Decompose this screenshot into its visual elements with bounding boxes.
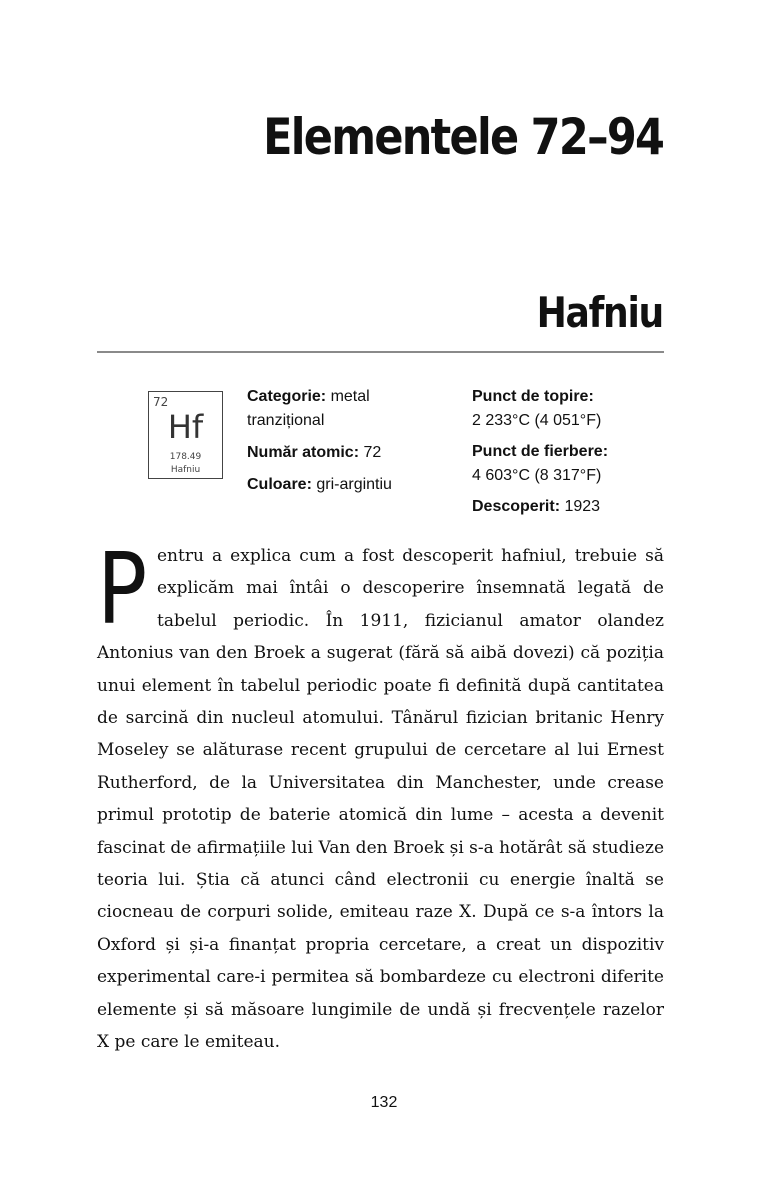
- tile-atomic-number: 72: [153, 395, 169, 409]
- fact-value: gri-argintiu: [316, 476, 392, 493]
- tile-symbol: Hf: [167, 408, 204, 446]
- fact-melting-point: [472, 385, 667, 433]
- fact-atomic-number: [247, 441, 447, 465]
- tile-element-name: Hafniu: [170, 465, 201, 475]
- fact-label: Punct de fierbere:: [472, 443, 609, 460]
- page-number: 132: [370, 1094, 398, 1111]
- fact-label: Număr atomic:: [247, 444, 360, 461]
- element-title: Hafniu: [536, 288, 663, 337]
- fact-value: 2 233°C (4 051°F): [472, 412, 602, 429]
- facts-column-right: [472, 385, 667, 526]
- drop-cap: P: [97, 533, 148, 647]
- fact-value: metal tranzițional: [247, 388, 370, 429]
- fact-label: Culoare:: [247, 476, 312, 493]
- periodic-table-tile: [148, 391, 223, 479]
- fact-color: [247, 473, 447, 497]
- fact-category: [247, 385, 447, 433]
- fact-label: Punct de topire:: [472, 388, 594, 405]
- body-text: entru a explica cum a fost descoperit hafniul, trebuie să explicăm mai întâi o descoperire însemnată legată de tabelul periodic. În 1911, fizicianul amator olandez Antonius van den Broek a sugerat (fără să aibă dovezi) că poziția unui element în tabelul periodic poate fi definită după cantitatea de sarcină din nucleul atomului. Tânărul fizician britanic Henry Moseley se alăturase recent grupului de cercetare al lui Ernest Rutherford, de la Universitatea din Manchester, unde crease primul prototip de baterie atomică din lume – acesta a devenit fascinat de afirmațiile lui Van den Broek și s-a hotărât să studieze teoria lui. Știa că atunci când electronii cu energie înaltă se ciocneau de corpuri solide, emiteau raze X. După ce s-a întors la Oxford și și-a finanțat propria cercetare, a creat un dispozitiv experimental care-i permitea să bombardeze cu electroni diferite elemente și să măsoare lungimile de undă și frecvențele razelor X pe care le emiteau.: [97, 546, 664, 1053]
- tile-atomic-mass: 178.49: [169, 452, 202, 462]
- chapter-title: Elementele 72–94: [262, 108, 663, 166]
- fact-label: Descoperit:: [472, 498, 561, 515]
- facts-column-left: [247, 385, 447, 505]
- fact-boiling-point: [472, 440, 667, 488]
- fact-discovered: [472, 495, 667, 519]
- fact-label: Categorie:: [247, 388, 327, 405]
- fact-value: 72: [363, 444, 382, 461]
- section-divider: [97, 351, 664, 353]
- fact-value: 1923: [564, 498, 601, 515]
- fact-value: 4 603°C (8 317°F): [472, 467, 602, 484]
- body-paragraph: [97, 533, 664, 1059]
